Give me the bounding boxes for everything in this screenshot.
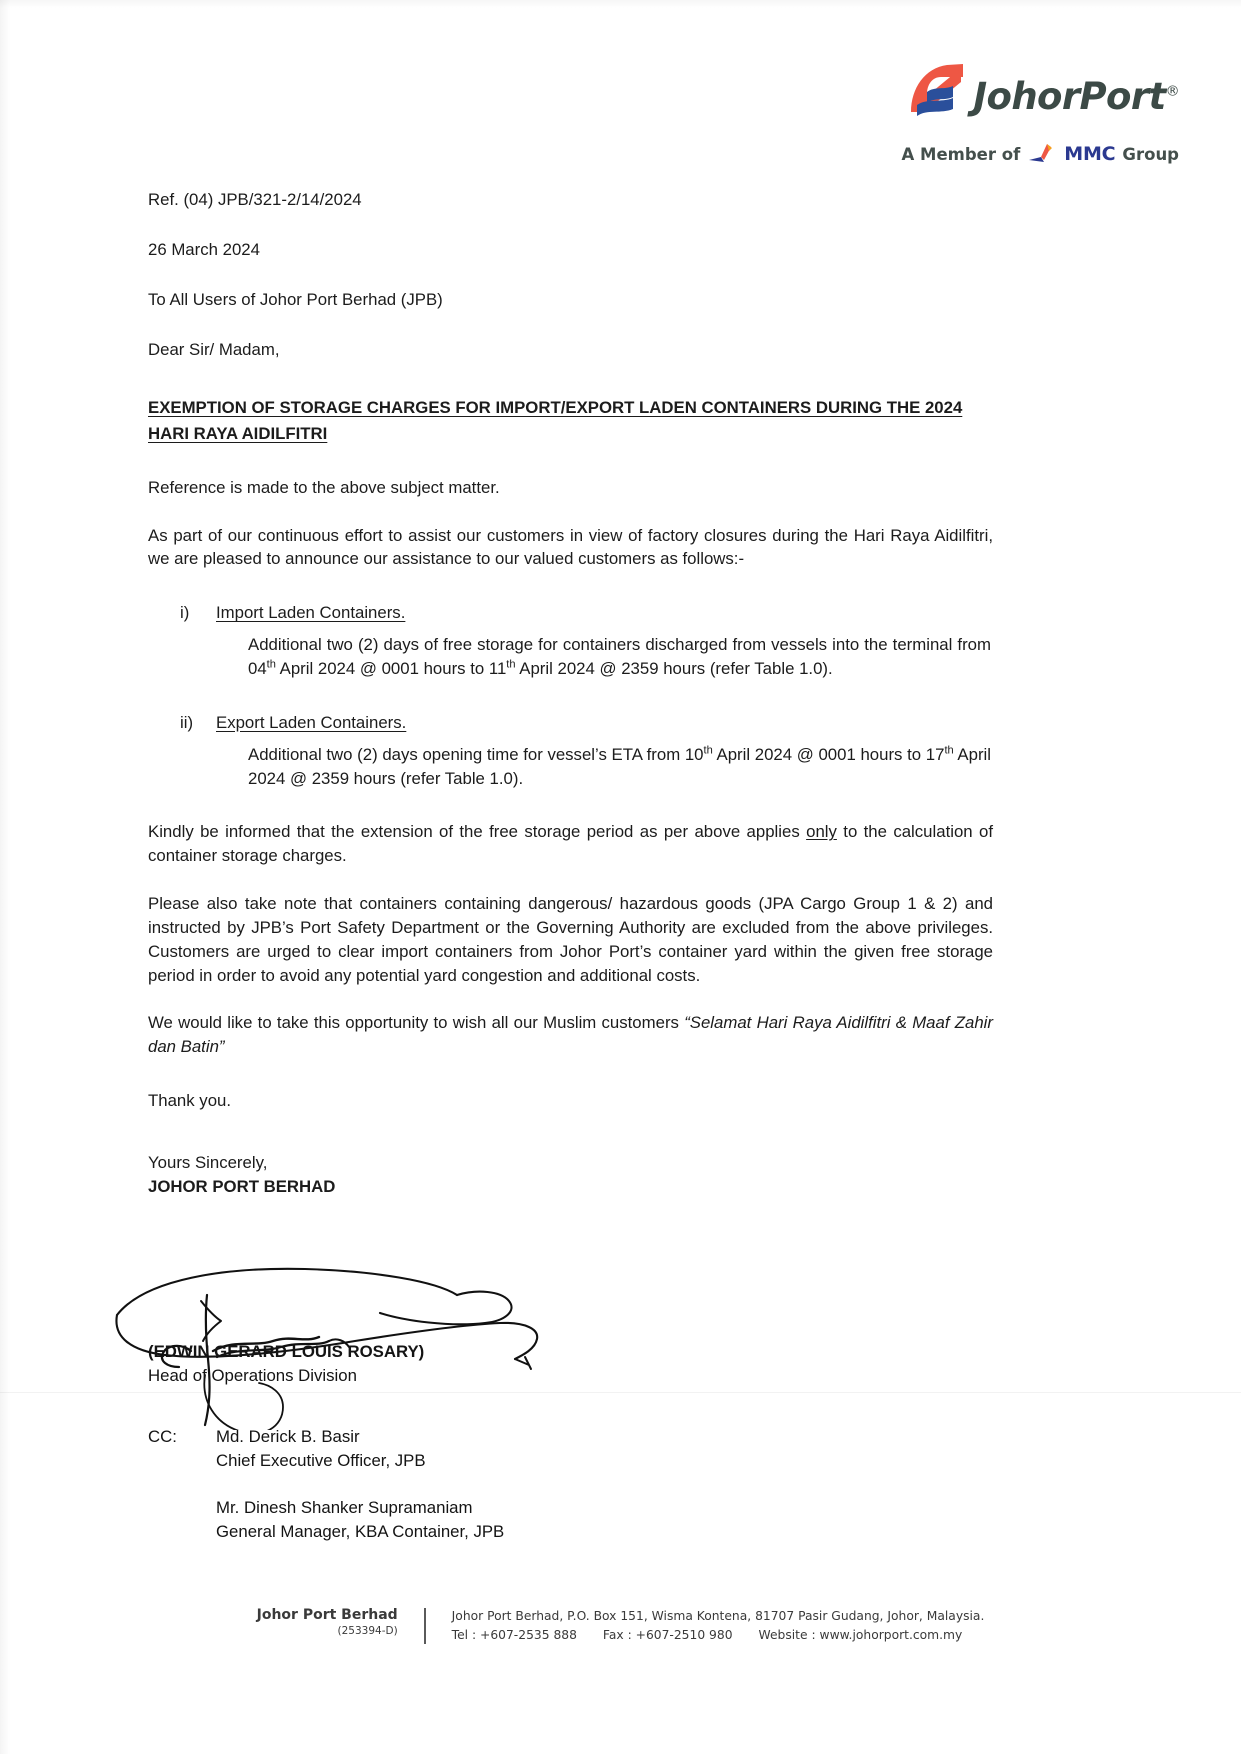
scan-edge-shading-left	[0, 0, 10, 1754]
paragraph-reference: Reference is made to the above subject matter.	[148, 477, 500, 497]
registered-trademark-icon: ®	[1165, 83, 1179, 100]
cc-recipient-name: Md. Derick B. Basir	[216, 1427, 360, 1446]
list-item	[148, 711, 993, 735]
cc-second-entry-title	[148, 1520, 504, 1544]
list-item-title: Export Laden Containers.	[216, 712, 407, 732]
cc-label-spacer	[148, 1520, 216, 1544]
ordinal-suffix: th	[506, 658, 516, 671]
footer-company-name: Johor Port Berhad	[256, 1607, 398, 1623]
recipient-line: To All Users of Johor Port Berhad (JPB)	[148, 289, 443, 309]
ordinal-suffix: th	[266, 658, 276, 671]
signatory-title: Head of Operations Division	[148, 1366, 357, 1386]
paragraph-kindly-post: to the calculation of container storage charges.	[148, 822, 993, 866]
footer-address: Johor Port Berhad, P.O. Box 151, Wisma Kontena, 81707 Pasir Gudang, Johor, Malaysia.	[451, 1609, 985, 1623]
letter-body	[148, 188, 993, 1199]
list-item-number: i)	[180, 603, 190, 623]
footer-fax: Fax : +607-2510 980	[602, 1628, 733, 1643]
footer-contact-block	[440, 1607, 985, 1645]
list-item-body-pre: Additional two (2) days opening time for vessel’s ETA from 10	[248, 744, 704, 764]
mmc-wordmark: MMC	[1064, 143, 1116, 165]
footer-website: Website : www.johorport.com.my	[758, 1628, 963, 1643]
cc-recipient-name: Mr. Dinesh Shanker Supramaniam	[216, 1497, 473, 1517]
cc-recipient-title: General Manager, KBA Container, JPB	[216, 1522, 505, 1542]
footer-registration-number: (253394-D)	[337, 1624, 398, 1637]
scan-edge-shading-top	[0, 0, 1241, 8]
cc-first-entry-title	[148, 1449, 504, 1473]
thank-you-line: Thank you.	[148, 1091, 232, 1111]
list-item-body	[248, 743, 993, 791]
letterhead	[819, 58, 1179, 166]
paragraph-dangerous-goods-note: Please also take note that containers containing dangerous/ hazardous goods (JPA Cargo Group 1 & 2) and instructed by JPB’s Port Safety Department or the Governing Authority are excluded from the above privileges. Customers are urged to clear import containers from Johor Port’s container yard within the given free storage period in order to avoid any potential yard congestion and additional costs.	[148, 894, 993, 985]
cc-label-spacer	[148, 1496, 216, 1520]
ordinal-suffix: th	[944, 744, 954, 757]
yours-sincerely-label: Yours Sincerely,	[148, 1152, 268, 1172]
list-item-body-mid: April 2024 @ 0001 hours to 11	[275, 658, 507, 678]
company-name: JOHOR PORT BERHAD	[148, 1176, 336, 1196]
signatory-block	[148, 1340, 424, 1389]
salutation: Dear Sir/ Madam,	[148, 339, 280, 359]
list-item-body-pre: Additional two (2) days of free storage for containers discharged from vessels into the terminal from 04	[248, 635, 991, 678]
sign-off-block	[148, 1151, 993, 1199]
cc-block	[148, 1425, 504, 1544]
list-item-number: ii)	[180, 712, 194, 732]
mmc-member-line	[819, 142, 1179, 166]
page-footer	[0, 1607, 1241, 1645]
footer-company-block	[257, 1607, 410, 1645]
reference-number: Ref. (04) JPB/321-2/14/2024	[148, 190, 362, 209]
letter-date: 26 March 2024	[148, 239, 260, 259]
ordinal-suffix: th	[703, 744, 713, 757]
paragraph-kindly-informed	[148, 820, 993, 868]
signatory-name: (EDWIN GERARD LOUIS ROSARY)	[148, 1342, 425, 1361]
footer-contact-line	[452, 1626, 985, 1645]
festive-greeting-phrase: “Selamat Hari Raya Aidilfitri & Maaf Zahir dan Batin”	[148, 1013, 993, 1057]
cc-spacer	[148, 1474, 504, 1496]
paragraph-festive-wish	[148, 1011, 993, 1059]
cc-first-entry	[148, 1425, 504, 1449]
paragraph-wish-pre: We would like to take this opportunity to wish all our Muslim customers	[148, 1013, 685, 1033]
list-item-body	[248, 633, 993, 681]
mmc-group-label: Group	[1122, 144, 1179, 164]
johorport-wordmark-text: JohorPort	[973, 74, 1166, 118]
list-item-body-mid: April 2024 @ 0001 hours to 17	[712, 744, 945, 764]
footer-content	[257, 1607, 985, 1645]
footer-telephone: Tel : +607-2535 888	[451, 1628, 577, 1643]
emphasis-only: only	[806, 822, 837, 842]
paragraph-intro: As part of our continuous effort to assist our customers in view of factory closures during the Hari Raya Aidilfitri, we are pleased to announce our assistance to our valued customers as follows:-	[148, 525, 993, 569]
johorport-wordmark	[973, 74, 1179, 118]
cc-second-entry	[148, 1496, 504, 1520]
johorport-logo-mark-icon	[901, 58, 969, 128]
list-item	[148, 601, 993, 625]
johorport-logo	[819, 58, 1179, 128]
cc-recipient-title: Chief Executive Officer, JPB	[216, 1451, 426, 1471]
list-item-title: Import Laden Containers.	[216, 603, 406, 623]
footer-divider	[424, 1608, 426, 1644]
list-item-body-post: April 2024 @ 2359 hours (refer Table 1.0).	[248, 744, 991, 788]
scan-streak	[0, 1392, 1241, 1393]
cc-label-spacer	[148, 1449, 216, 1473]
cc-label: CC:	[148, 1427, 177, 1446]
subject-heading: EXEMPTION OF STORAGE CHARGES FOR IMPORT/EXPORT LADEN CONTAINERS DURING THE 2024 HARI RAYA AIDILFITRI	[148, 398, 963, 443]
mmc-logo-icon	[1027, 142, 1057, 166]
paragraph-kindly-pre: Kindly be informed that the extension of the free storage period as per above applies	[148, 822, 807, 842]
member-of-label: A Member of	[901, 144, 1021, 164]
list-item-body-post: April 2024 @ 2359 hours (refer Table 1.0).	[515, 658, 833, 678]
